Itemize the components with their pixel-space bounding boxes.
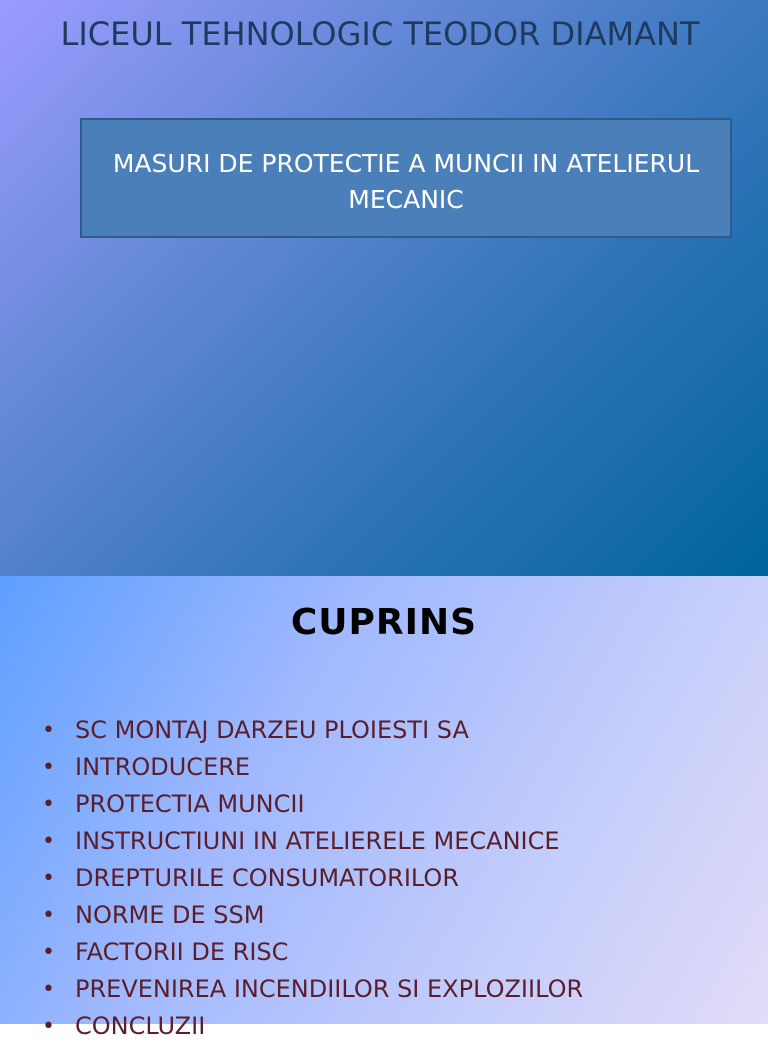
bullet-icon: • xyxy=(42,718,55,743)
list-item-label: SC MONTAJ DARZEU PLOIESTI SA xyxy=(75,716,469,744)
list-item xyxy=(40,1008,583,1045)
contents-title: CUPRINS xyxy=(290,602,478,643)
bullet-icon: • xyxy=(42,903,55,928)
bullet-icon: • xyxy=(42,755,55,780)
list-item-label: CONCLUZII xyxy=(75,1012,206,1040)
bullet-icon: • xyxy=(42,977,55,1002)
list-item-label: INTRODUCERE xyxy=(75,753,251,781)
list-item xyxy=(40,971,583,1008)
list-item-label: DREPTURILE CONSUMATORILOR xyxy=(75,864,459,892)
list-item-label: PROTECTIA MUNCII xyxy=(75,790,305,818)
subtitle-text: MASURI DE PROTECTIE A MUNCII IN ATELIERUL MECANIC xyxy=(112,149,700,214)
bullet-icon: • xyxy=(42,866,55,891)
bullet-icon: • xyxy=(42,829,55,854)
school-title: LICEUL TEHNOLOGIC TEODOR DIAMANT xyxy=(60,15,700,53)
list-item-label: NORME DE SSM xyxy=(75,901,265,929)
contents-slide xyxy=(0,576,768,1040)
bullet-icon: • xyxy=(42,940,55,965)
list-item xyxy=(40,934,583,971)
list-item xyxy=(40,786,583,823)
list-item xyxy=(40,749,583,786)
bullet-icon: • xyxy=(42,1014,55,1039)
list-item-label: PREVENIREA INCENDIILOR SI EXPLOZIILOR xyxy=(75,975,584,1003)
bullet-icon: • xyxy=(42,792,55,817)
contents-list xyxy=(40,712,583,1045)
subtitle-box xyxy=(80,118,732,238)
list-item xyxy=(40,823,583,860)
list-item-label: FACTORII DE RISC xyxy=(75,938,289,966)
list-item xyxy=(40,860,583,897)
list-item xyxy=(40,897,583,934)
list-item-label: INSTRUCTIUNI IN ATELIERELE MECANICE xyxy=(75,827,560,855)
list-item xyxy=(40,712,583,749)
